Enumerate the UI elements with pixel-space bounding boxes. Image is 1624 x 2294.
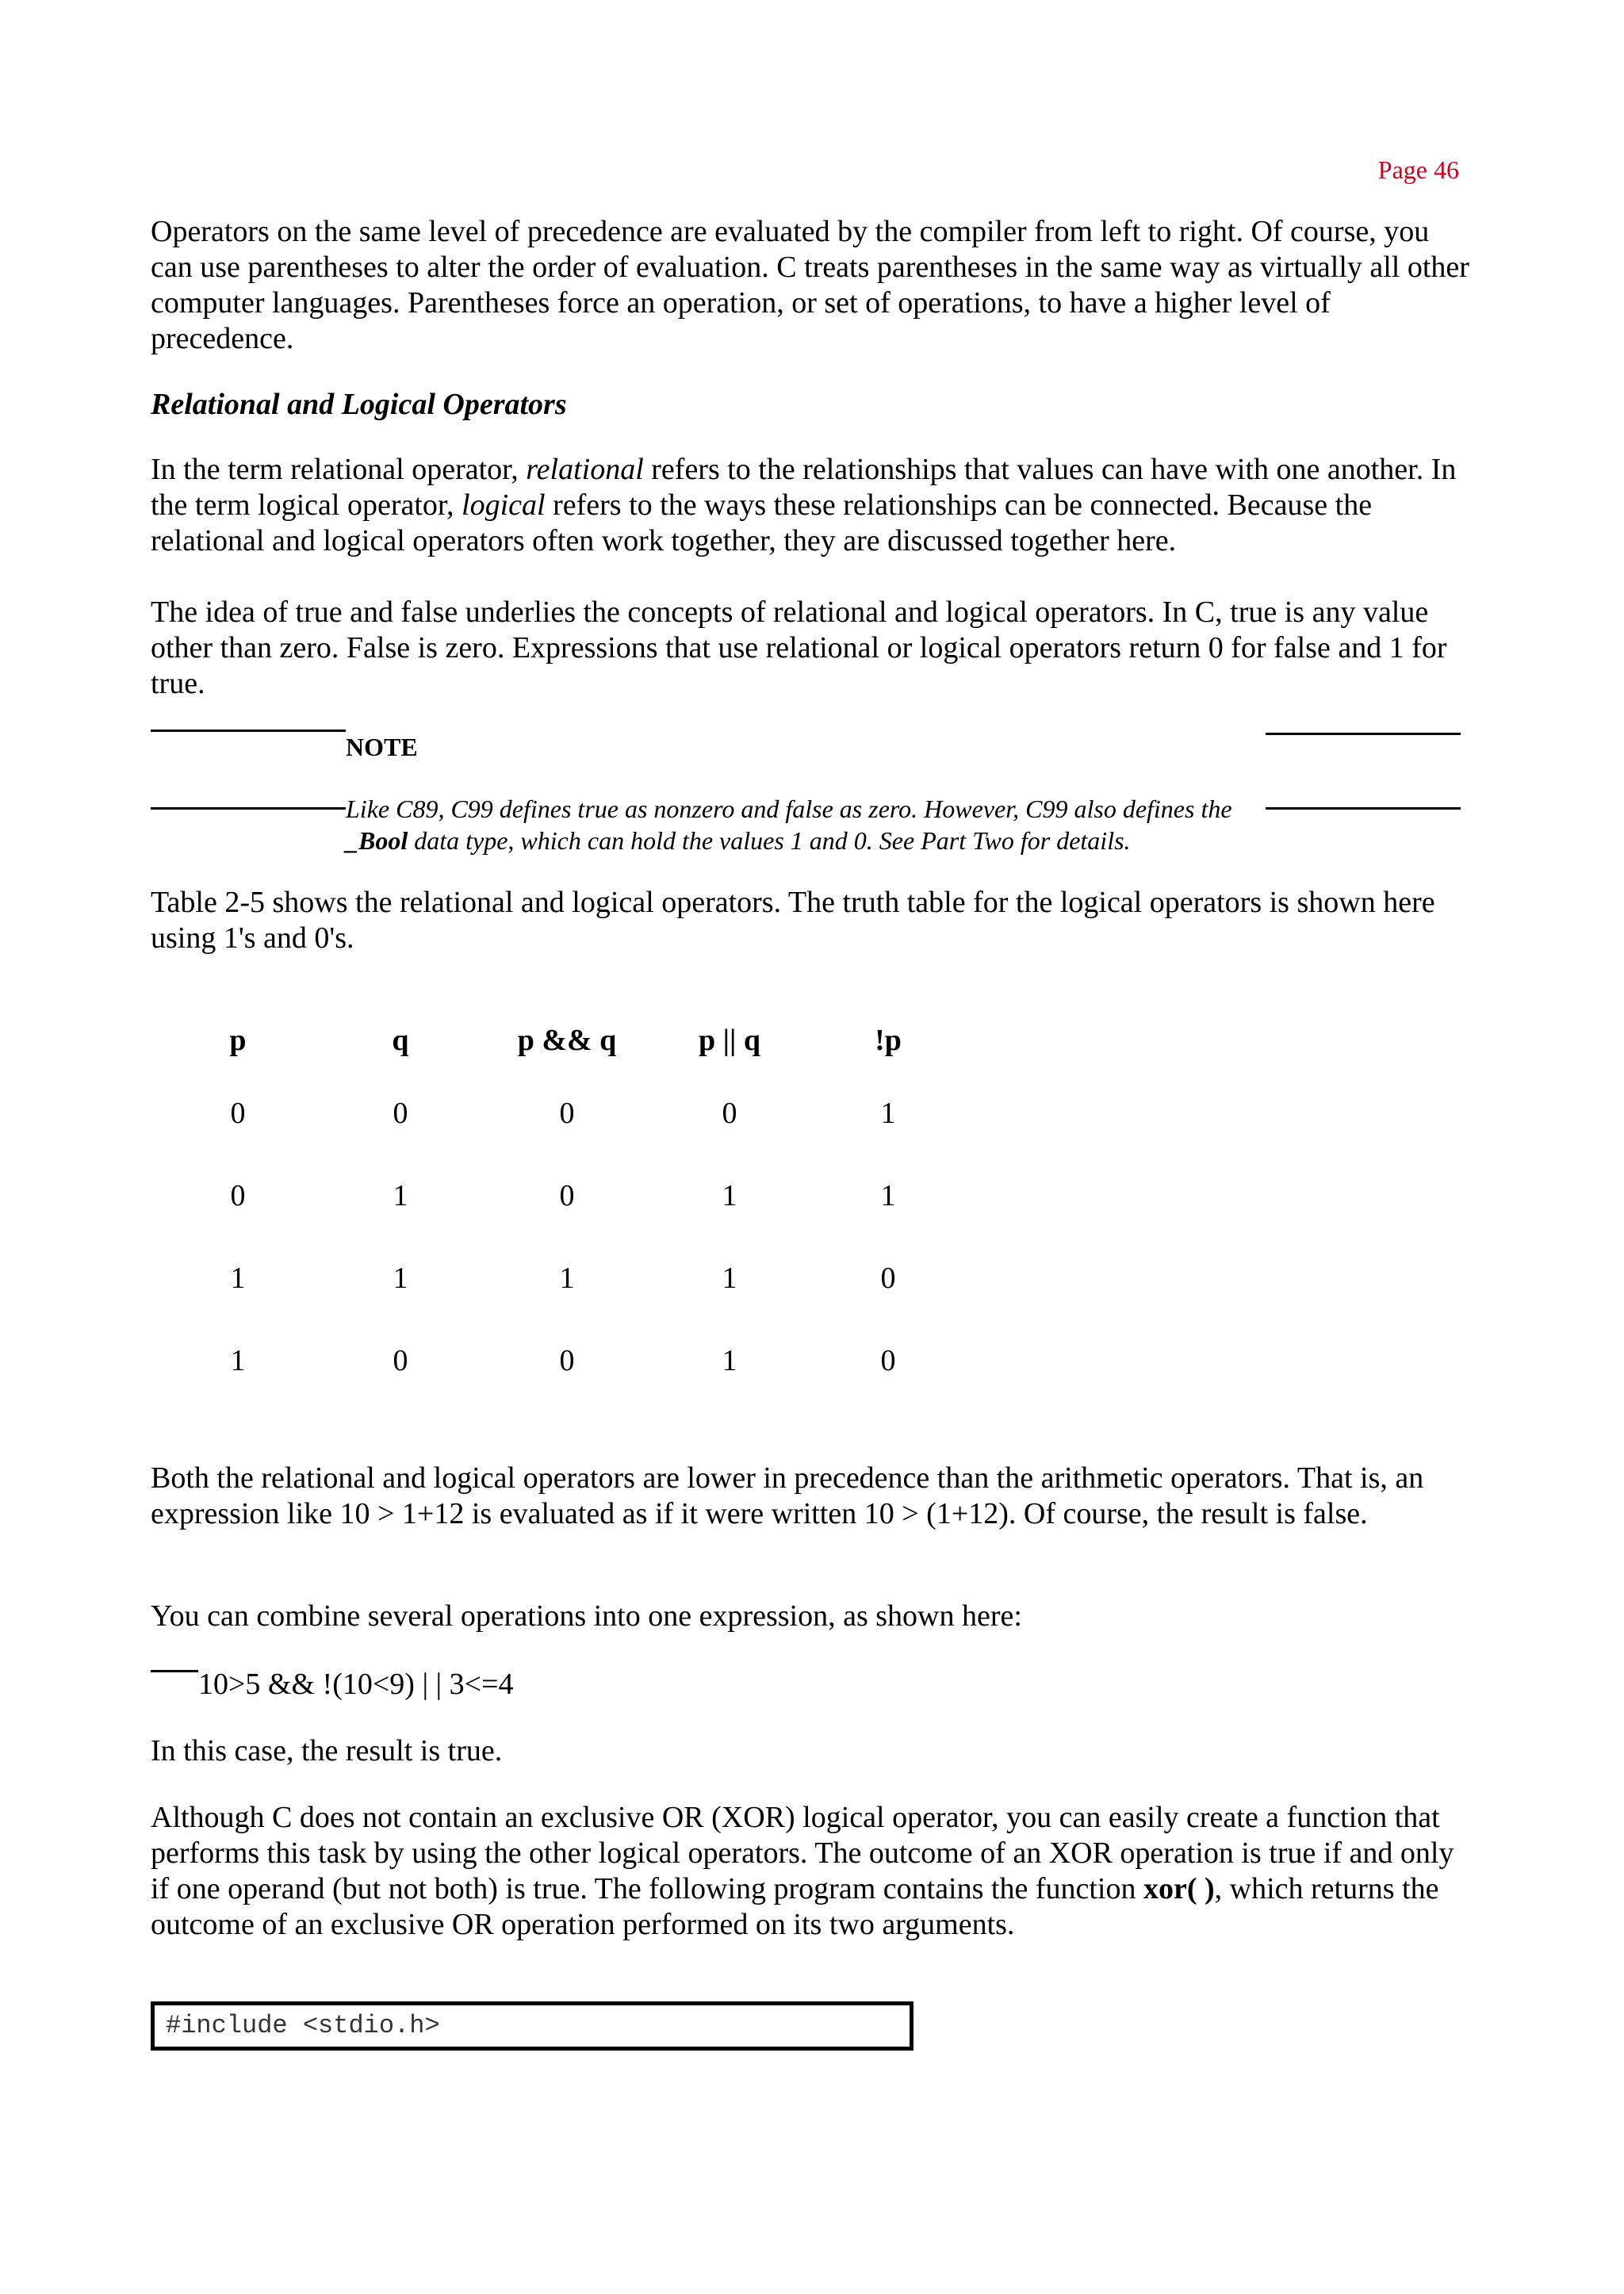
table-row [151,1072,975,1155]
note-rule-top-left [151,730,346,732]
table-cell: 0 [559,1344,575,1377]
truth-table [151,1009,975,1402]
text-run: In the term relational operator, [151,453,527,486]
emphasis-logical: logical [462,488,546,522]
header-not: !p [875,1024,902,1057]
table-cell: 0 [230,1179,246,1212]
paragraph-xor [151,1800,1477,1943]
table-cell: 1 [230,1344,246,1377]
table-cell: 0 [230,1097,246,1130]
table-row [151,1155,975,1237]
header-and: p && q [517,1024,617,1057]
table-cell: 1 [880,1097,896,1130]
paragraph-table-intro: Table 2-5 shows the relational and logical operators. The truth table for the logical operators is shown here using 1's and 0's. [151,886,1435,955]
table-cell: 1 [722,1179,737,1212]
text-run: data type, which can hold the values 1 and 0. See Part Two for details. [408,826,1131,855]
paragraph-precedence: Operators on the same level of precedence are evaluated by the compiler from left to right. Of course, you can use parentheses to alter the order of evaluation. C treats parentheses in the same way as virtually all other computer languages. Parentheses force an operation, or set of operations, to have a higher level of precedence. [151,215,1469,355]
table-cell: 1 [722,1344,737,1377]
note-rule-bottom-right [1266,807,1461,810]
table-cell: 1 [230,1262,246,1295]
paragraph-true-false: The idea of true and false underlies the concepts of relational and logical operators. In C, true is any value other than zero. False is zero. Expressions that use relational or logical operators return 0 for false and 1 for true. [151,596,1447,700]
code-marker [151,1670,198,1672]
table-cell: 0 [880,1344,896,1377]
paragraph-precedence-arithmetic: Both the relational and logical operators are lower in precedence than the arithmetic operators. That is, an expression like 10 > 1+12 is evaluated as if it were written 10 > (1+12). Of course, the result is false. [151,1461,1424,1530]
bool-keyword: _Bool [346,826,408,855]
table-cell: 1 [722,1262,737,1295]
table-cell: 0 [393,1344,408,1377]
text-run: Like C89, C99 defines true as nonzero and false as zero. However, C99 also defines the [346,795,1232,823]
text-run: , which returns the outcome of an exclusive OR operation performed on its two arguments. [151,1872,1439,1941]
table-cell: 0 [559,1097,575,1130]
emphasis-relational: relational [526,453,644,486]
table-row [151,1319,975,1402]
header-p: p [229,1024,247,1057]
truth-table-header-row [151,1009,975,1072]
header-q: q [392,1024,409,1057]
table-cell: 1 [559,1262,575,1295]
code-expression: 10>5 && !(10<9) | | 3<=4 [198,1668,514,1701]
note-rule-top-right [1266,733,1461,735]
page-number: Page 46 [1377,155,1459,184]
note-label: NOTE [346,733,418,761]
section-heading: Relational and Logical Operators [151,388,567,421]
table-cell: 0 [880,1262,896,1295]
paragraph-combine: You can combine several operations into one expression, as shown here: [151,1599,1022,1633]
text-run: refers to the ways these relationships can be connected. Because the relational and logical operators often work together, they are discussed together here. [151,488,1373,557]
paragraph-result: In this case, the result is true. [151,1734,503,1767]
paragraph-relational-logical [151,452,1477,559]
text-run: Although C does not contain an exclusive OR (XOR) logical operator, you can easily create a function that performs this task by using the other logical operators. The outcome of an XOR operation is true if and only if one operand (but not both) is true. The following program contains the function [151,1801,1454,1905]
table-cell: 1 [880,1179,896,1212]
table-cell: 1 [393,1179,408,1212]
header-or: p || q [698,1024,760,1057]
code-listing: #include <stdio.h> [151,2001,914,2051]
table-cell: 1 [393,1262,408,1295]
note-text [346,793,1266,856]
table-cell: 0 [722,1097,737,1130]
text-run: refers to the relationships that values can have with one another. In the term logical operator, [151,453,1457,522]
table-cell: 0 [559,1179,575,1212]
note-rule-bottom-left [151,807,346,810]
table-row [151,1237,975,1319]
table-cell: 0 [393,1097,408,1130]
xor-function-name: xor( ) [1143,1872,1215,1905]
